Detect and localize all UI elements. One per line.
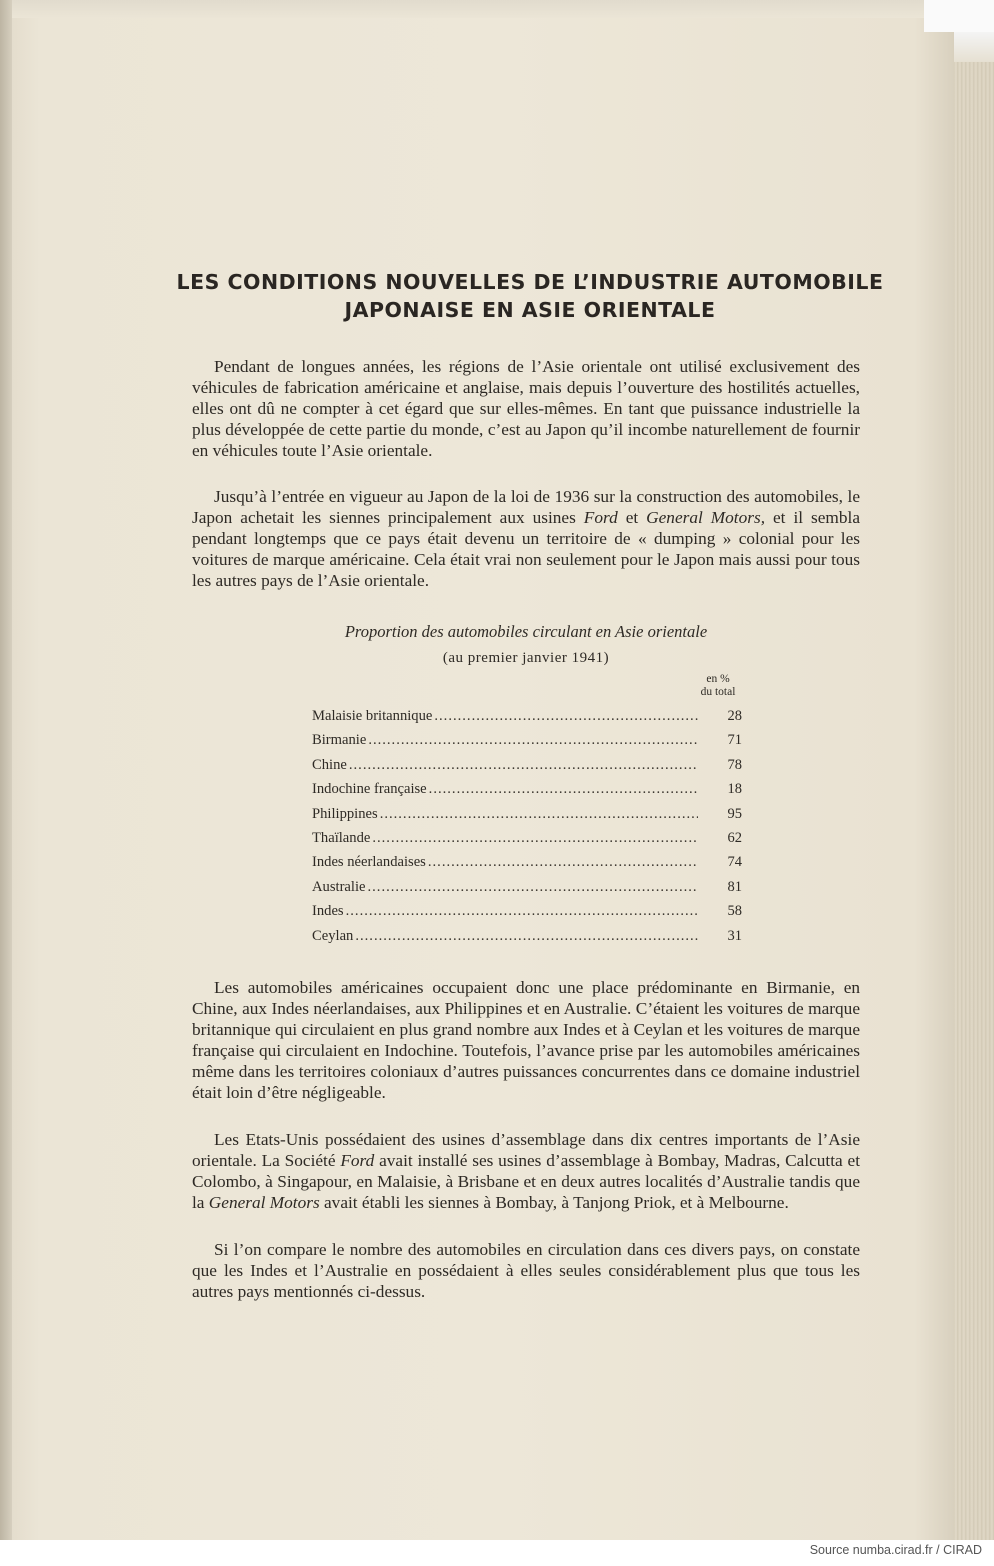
paragraph-5 xyxy=(192,1239,860,1302)
paragraph-3-text: Les automobiles américaines occupaient donc une place prédominante en Birmanie, en Chine, aux Indes néerlandaises, aux Philippines et en Australie. C’étaient les voitures de marque britannique qui circulaient en plus grand nombre aux Indes et à Ceylan et les voitures de marque française qui circulaient en Indochine. Toutefois, l’avance prise par les automobiles américaines même dans les territoires coloniaux d’autres puissances concurrentes dans ce domaine industriel était loin d’être négligeable. xyxy=(192,978,860,1102)
country-name: Australie xyxy=(312,878,366,895)
dot-leader xyxy=(372,830,698,847)
paragraph-3 xyxy=(192,977,860,1103)
dot-leader xyxy=(434,708,698,725)
title-line-1: LES CONDITIONS NOUVELLES DE L’INDUSTRIE AUTOMOBILE xyxy=(176,270,884,294)
percent-value: 58 xyxy=(727,903,742,920)
percent-value: 62 xyxy=(727,829,742,846)
country-name: Indes xyxy=(312,903,344,920)
table-row xyxy=(312,806,742,830)
table-row xyxy=(312,830,742,854)
paragraph-1 xyxy=(192,356,860,461)
table-row xyxy=(312,854,742,878)
paragraph-2-part-3: et il sembla pendant longtemps que ce pays était devenu un territoire de « dumping » colonial pour les voitures de marque américaine. Cela était vrai non seulement pour le Japon mais aussi pour tous les autres pays de l’Asie orientale. xyxy=(192,508,860,590)
country-name: Philippines xyxy=(312,805,378,822)
percent-value: 18 xyxy=(727,781,742,798)
table-caption: Proportion des automobiles circulant en Asie orientale xyxy=(344,622,708,641)
country-name: Malaisie britannique xyxy=(312,708,433,724)
table-row xyxy=(312,732,742,756)
scan-corner-shadow xyxy=(954,32,994,62)
paragraph-2-part-2: et xyxy=(617,508,647,527)
dot-leader xyxy=(349,757,698,774)
table-row xyxy=(312,879,742,903)
book-page-edges xyxy=(954,0,994,1540)
paragraph-4 xyxy=(192,1129,860,1213)
dot-leader xyxy=(355,928,698,945)
percent-value: 78 xyxy=(727,756,742,773)
paragraph-4-part-3: avait établi les siennes à Bombay, à Tanjong Priok, et à Melbourne. xyxy=(319,1193,789,1212)
country-name: Chine xyxy=(312,756,347,773)
unit-line-2: du total xyxy=(700,686,736,698)
dot-leader xyxy=(368,732,698,749)
country-name: Thaïlande xyxy=(312,829,371,846)
book-left-edge xyxy=(0,0,12,1540)
dot-leader xyxy=(428,854,698,871)
percent-value: 31 xyxy=(727,927,742,944)
country-name: Indochine française xyxy=(312,781,427,798)
title-line-2: JAPONAISE EN ASIE ORIENTALE xyxy=(344,298,716,322)
paragraph-5-text: Si l’on compare le nombre des automobiles en circulation dans ces divers pays, on constate que les Indes et l’Australie en possédaient à elles seules considérablement plus que tous les autres pays mentionnés ci-dessus. xyxy=(192,1240,860,1301)
country-name: Ceylan xyxy=(312,927,354,944)
country-name: Birmanie xyxy=(312,732,367,749)
percent-value: 74 xyxy=(727,854,742,871)
ford-name: Ford xyxy=(340,1151,375,1170)
page-top-strip xyxy=(0,0,994,18)
paragraph-1-text: Pendant de longues années, les régions de l’Asie orientale ont utilisé exclusivement des véhicules de fabrication américaine et anglaise, mais depuis l’ouverture des hostilités actuelles, elles ont dû ne compter à cet égard que sur elles-mêmes. En tant que puissance industrielle la plus développée de cette partie du monde, c’est au Japon qu’il incombe naturellement de fournir en véhicules toute l’Asie orientale. xyxy=(192,357,860,460)
dot-leader xyxy=(380,806,698,823)
country-name: Indes néerlandaises xyxy=(312,854,426,871)
table-row xyxy=(312,708,742,732)
table-subcaption: (au premier janvier 1941) xyxy=(442,650,610,666)
scan-corner xyxy=(924,0,994,32)
dot-leader xyxy=(368,879,699,896)
paragraph-2-part-1: Jusqu’à l’entrée en vigueur au Japon de la loi de 1936 sur la construction des automobiles, le Japon achetait les siennes principalement aux usines xyxy=(192,487,860,527)
dot-leader xyxy=(429,781,698,798)
percent-value: 71 xyxy=(727,732,742,749)
general-motors-name: General Motors xyxy=(208,1193,320,1212)
general-motors-name: General Motors, xyxy=(646,508,766,527)
dot-leader xyxy=(346,903,698,920)
article-title xyxy=(150,268,910,324)
proportion-table xyxy=(312,708,742,952)
source-credit: Source numba.cirad.fr / CIRAD xyxy=(809,1543,982,1557)
paragraph-4-part-2: avait installé ses usines d’assemblage à Bombay, Madras, Calcutta et Colombo, à Singapour, en Malaisie, à Brisbane et en deux autres localités d’Australie tandis que la xyxy=(192,1151,861,1212)
table-row xyxy=(312,757,742,781)
percent-value: 81 xyxy=(727,878,742,895)
percent-value: 95 xyxy=(727,805,742,822)
paragraph-2 xyxy=(192,486,860,591)
unit-line-1: en % xyxy=(706,673,730,685)
table-row xyxy=(312,903,742,927)
paragraph-4-part-1: Les Etats-Unis possédaient des usines d’assemblage dans dix centres importants de l’Asie orientale. La Société xyxy=(192,1130,860,1170)
table-row xyxy=(312,928,742,952)
table-row xyxy=(312,781,742,805)
percent-value: 28 xyxy=(727,708,742,724)
ford-name: Ford xyxy=(583,508,618,527)
table-unit-header xyxy=(680,673,756,699)
